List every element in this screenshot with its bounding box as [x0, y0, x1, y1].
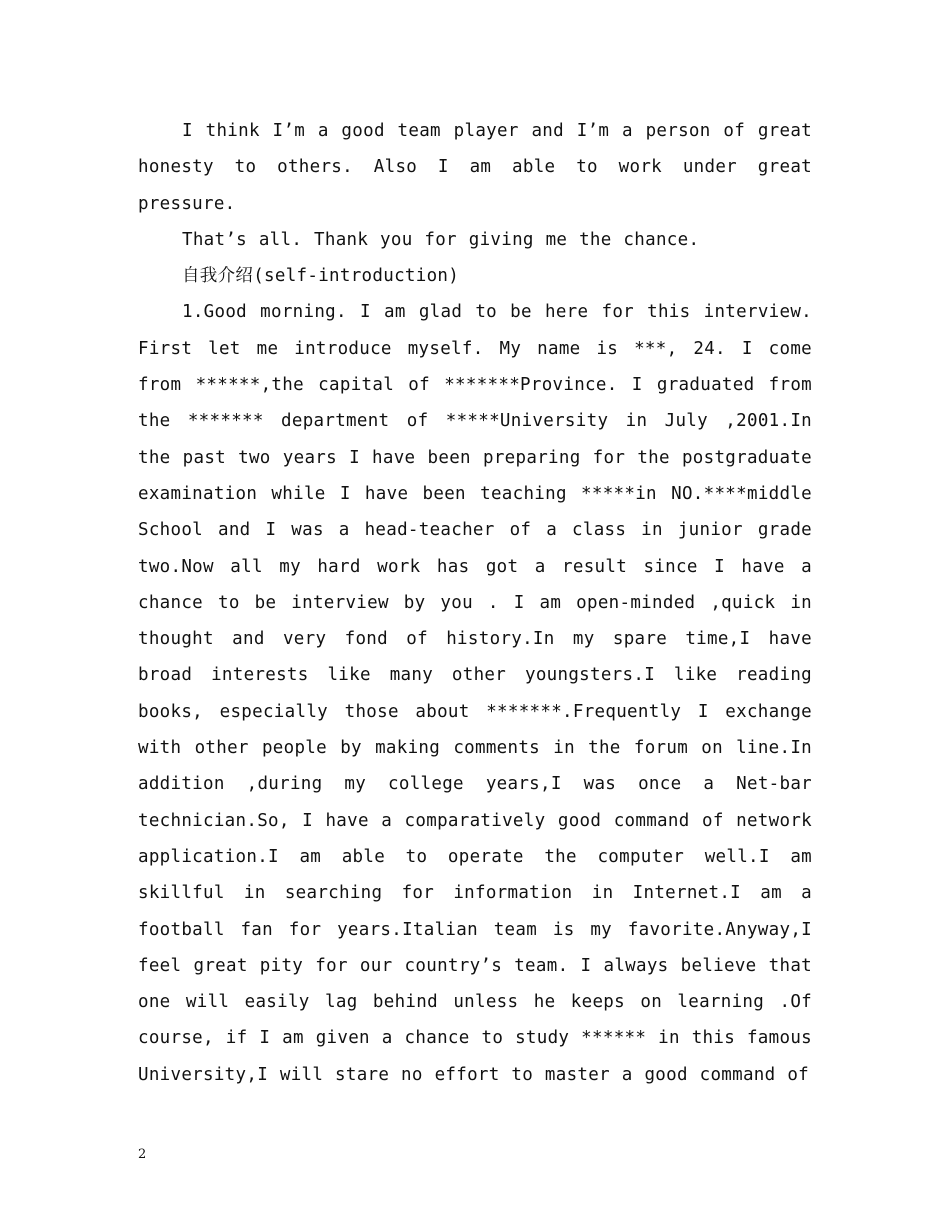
paragraph-teamwork: I think I’m a good team player and I’m a person of great honesty to others. Also I am able to work under great pressure.: [138, 121, 812, 214]
document-body: [138, 113, 812, 1093]
paragraph-introduction: 1.Good morning. I am glad to be here for this interview. First let me introduce myself. My name is ***, 24. I come from ******,the capital of *******Province. I graduated from the ******* department of *****University in July ,2001.In the past two years I have been preparing for the postgraduate examination while I have been teaching *****in NO.****middle School and I was a head-teacher of a class in junior grade two.Now all my hard work has got a result since I have a chance to be interview by you . I am open-minded ,quick in thought and very fond of history.In my spare time,I have broad interests like many other youngsters.I like reading books, especially those about *******.Frequently I exchange with other people by making comments in the forum on line.In addition ,during my college years,I was once a Net-bar technician.So, I have a comparatively good command of network application.I am able to operate the computer well.I am skillful in searching for information in Internet.I am a football fan for years.Italian team is my favorite.Anyway,I feel great pity for our country’s team. I always believe that one will easily lag behind unless he keeps on learning .Of course, if I am given a chance to study ****** in this famous University,I will stare no effort to master a good command of: [138, 302, 812, 1085]
paragraph-closing: That’s all. Thank you for giving me the chance.: [182, 229, 700, 250]
page-number: 2: [138, 1147, 147, 1162]
section-heading: 自我介绍(self-introduction): [182, 266, 460, 287]
